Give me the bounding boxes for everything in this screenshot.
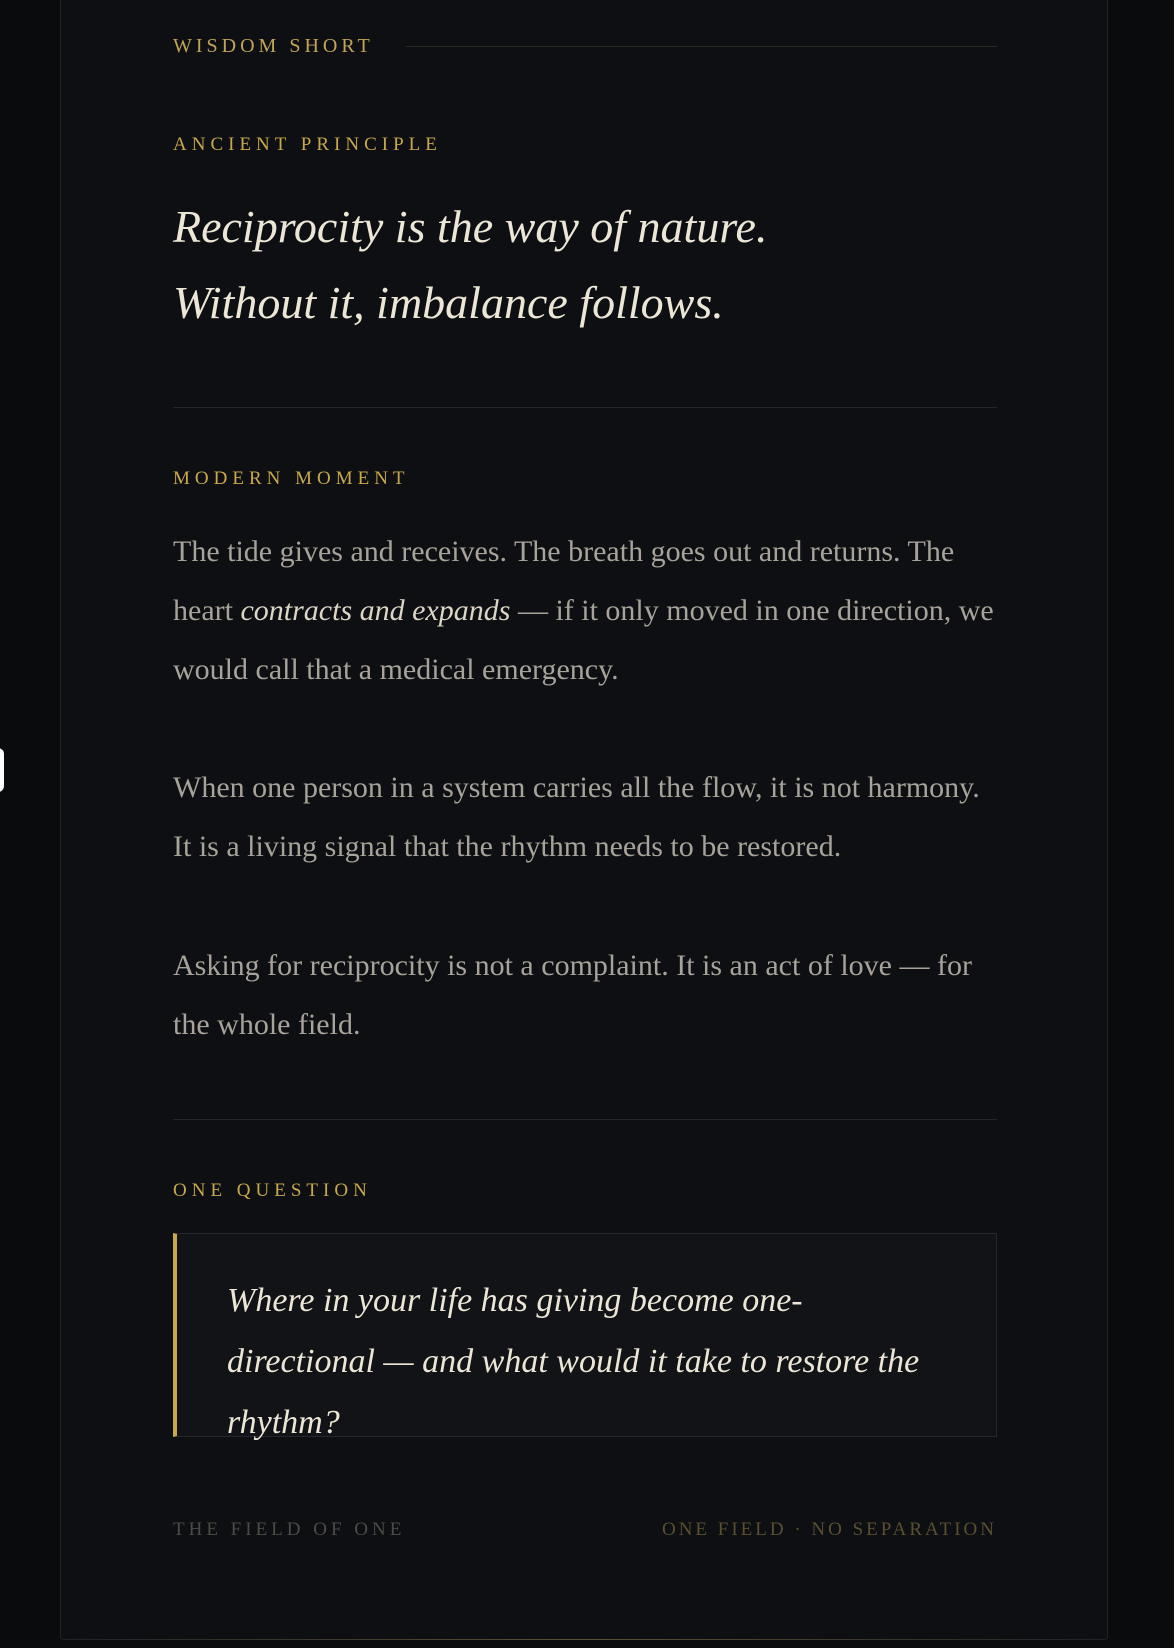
section-divider xyxy=(173,407,997,408)
paragraph-1 xyxy=(173,522,997,699)
card-footer xyxy=(173,1519,997,1541)
principle-line-1: Reciprocity is the way of nature. xyxy=(173,201,768,252)
modern-moment-body xyxy=(173,522,997,699)
question-callout xyxy=(173,1233,997,1441)
footer-brand: THE FIELD OF ONE xyxy=(173,1519,406,1540)
section-label-one-question: ONE QUESTION xyxy=(173,1180,372,1201)
edge-handle[interactable] xyxy=(0,748,4,792)
wisdom-card xyxy=(60,0,1108,1640)
paragraph-3: Asking for reciprocity is not a complaint. It is an act of love — for the whole field. xyxy=(173,949,972,1041)
modern-moment-section xyxy=(173,468,997,490)
paragraph-1-text-a: The tide gives and receives. The breath goes out and returns. The heart xyxy=(173,535,955,627)
question-text: Where in your life has giving become one-directional — and what would it take to restore the rhythm? xyxy=(227,1282,920,1441)
footer-tagline: ONE FIELD · NO SEPARATION xyxy=(661,1519,997,1540)
ancient-principle-section xyxy=(173,134,997,156)
paragraph-1-emphasis: contracts and expands xyxy=(240,594,511,627)
section-label-ancient-principle: ANCIENT PRINCIPLE xyxy=(173,134,442,155)
section-divider xyxy=(173,1119,997,1120)
principle-line-2: Without it, imbalance follows. xyxy=(173,277,724,328)
principle-quote xyxy=(173,189,997,341)
paragraph-1-text-b: — if it only moved in one direction, we would call that a medical emergency. xyxy=(173,594,994,686)
header-divider xyxy=(406,46,997,47)
paragraph-3-wrap xyxy=(173,936,997,1054)
brand-label: WISDOM SHORT xyxy=(173,34,374,57)
card-header xyxy=(173,31,997,61)
paragraph-2-wrap xyxy=(173,758,997,876)
paragraph-2: When one person in a system carries all the flow, it is not harmony. It is a living signal that the rhythm needs to be restored. xyxy=(173,771,980,863)
one-question-section xyxy=(173,1180,997,1202)
section-label-modern-moment: MODERN MOMENT xyxy=(173,468,410,489)
